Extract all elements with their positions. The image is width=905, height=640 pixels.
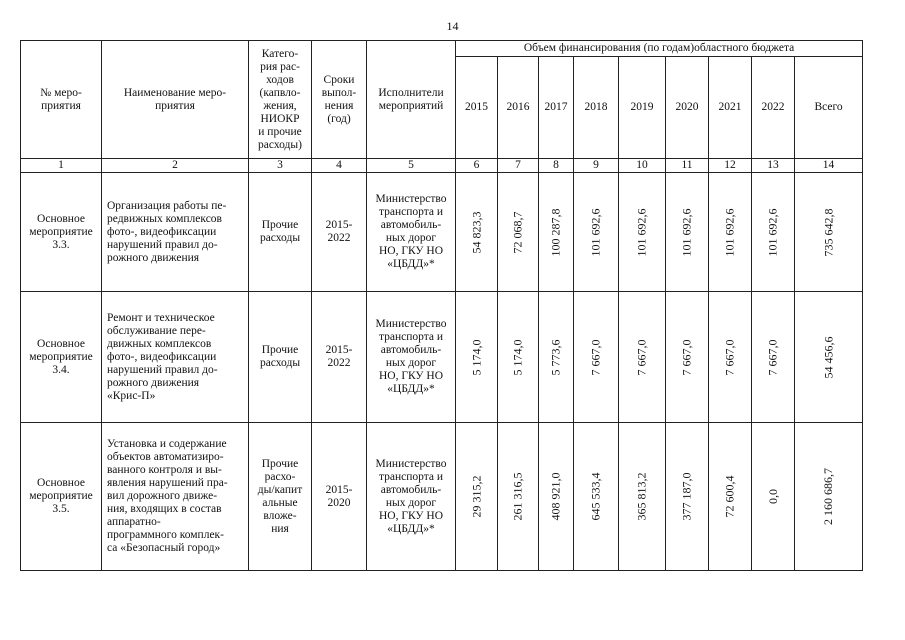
text-line: ных дорог: [385, 232, 437, 244]
text-line: «ЦБДД»*: [387, 258, 435, 270]
text-line: движных комплексов: [107, 337, 212, 350]
multiline-text: [312, 344, 366, 370]
page-number: 14: [446, 19, 459, 33]
row-term-cell: [312, 423, 367, 571]
text-line: Министерство: [375, 318, 447, 330]
text-line: Прочие: [261, 219, 299, 231]
multiline-text: [367, 193, 455, 271]
col-number: 7: [498, 159, 539, 173]
multiline-text: [21, 213, 101, 252]
row-category-cell: [249, 173, 312, 292]
funding-value: 408 921,0: [548, 472, 563, 521]
funding-value: 0,0: [765, 489, 780, 504]
text-line: фото-, видеофиксации: [107, 225, 217, 238]
text-line: Организация работы пе-: [107, 199, 227, 212]
text-line: Министерство: [375, 457, 447, 470]
text-line: рия рас-: [260, 60, 300, 73]
text-line: НИОКР: [260, 112, 300, 125]
col-number: 13: [752, 159, 795, 173]
year-2019: 2019: [619, 57, 666, 159]
text-line: мероприятий: [378, 99, 444, 112]
text-line: автомобиль-: [380, 483, 442, 496]
funding-value: 101 692,6: [679, 208, 694, 256]
funding-value: 100 287,8: [548, 208, 563, 256]
text-line: явления нарушений пра-: [107, 477, 228, 489]
row-value-cell: [498, 292, 539, 423]
row-value-cell: [795, 292, 863, 423]
text-line: 2015-: [325, 219, 353, 231]
funding-value: 261 316,5: [510, 472, 525, 521]
text-line: 2015-: [325, 483, 353, 496]
row-value-cell: [795, 423, 863, 571]
funding-value: 101 692,6: [588, 208, 603, 256]
row-value-cell: [752, 173, 795, 292]
text-line: транспорта и: [378, 206, 444, 218]
text-line: ванного контроля и вы-: [107, 464, 222, 476]
row-value-cell: [574, 292, 619, 423]
multiline-text: [249, 219, 311, 245]
multiline-text: [249, 48, 311, 152]
row-executor-cell: [367, 423, 456, 571]
funding-value: 377 187,0: [679, 472, 694, 521]
text-line: приятия: [41, 99, 81, 112]
col-number: 4: [312, 159, 367, 173]
year-2022: 2022: [752, 57, 795, 159]
year-2017: 2017: [539, 57, 574, 159]
text-line: Установка и содержание: [107, 438, 227, 450]
text-line: и прочие: [258, 125, 302, 138]
col-number: 10: [619, 159, 666, 173]
funding-value: 5 174,0: [469, 339, 483, 375]
table-row: [21, 423, 863, 571]
text-line: ных дорог: [385, 357, 437, 369]
text-line: ния: [271, 522, 289, 535]
funding-value: 54 456,6: [821, 336, 836, 378]
row-id-cell: [21, 423, 102, 571]
multiline-text: [21, 338, 101, 377]
row-value-cell: [709, 292, 752, 423]
row-value-cell: [752, 423, 795, 571]
text-line: альные: [262, 496, 298, 509]
text-line: расходы: [259, 357, 301, 369]
funding-value: 645 533,4: [588, 472, 603, 521]
text-line: рожного движения: [107, 251, 200, 264]
header-col-1: [21, 41, 102, 159]
multiline-text: [249, 344, 311, 370]
column-numbers-row: [21, 159, 863, 173]
text-line: ходов: [266, 73, 294, 86]
row-value-cell: [666, 173, 709, 292]
row-value-cell: [539, 173, 574, 292]
text-line: 2020: [327, 496, 351, 509]
year-2018: 2018: [574, 57, 619, 159]
col-number: 11: [666, 159, 709, 173]
row-category-cell: [249, 423, 312, 571]
text-line: Министерство: [375, 193, 447, 205]
row-value-cell: [709, 173, 752, 292]
row-value-cell: [456, 292, 498, 423]
text-line: 3.5.: [52, 503, 70, 515]
funding-value: 2 160 686,7: [821, 468, 836, 525]
row-value-cell: [539, 423, 574, 571]
multiline-text: [367, 318, 455, 396]
row-value-cell: [752, 292, 795, 423]
header-col-3: [249, 41, 312, 159]
text-line: Основное: [37, 337, 85, 350]
row-term-cell: [312, 173, 367, 292]
row-value-cell: [709, 423, 752, 571]
row-executor-cell: [367, 292, 456, 423]
year-2020: 2020: [666, 57, 709, 159]
text-line: НО, ГКУ НО: [378, 509, 444, 522]
text-line: мероприятие: [29, 490, 93, 502]
text-line: автомобиль-: [380, 344, 442, 356]
text-line: рожного движения: [107, 376, 200, 389]
multiline-text: [312, 74, 366, 126]
row-executor-cell: [367, 173, 456, 292]
header-col-4: [312, 41, 367, 159]
multiline-text: [107, 312, 243, 403]
multiline-text: [21, 477, 101, 516]
text-line: 2015-: [325, 344, 353, 356]
funding-value: 7 667,0: [679, 339, 694, 375]
text-line: программного комплек-: [107, 529, 224, 541]
row-name-cell: [102, 173, 249, 292]
text-line: 2022: [327, 232, 351, 244]
text-line: жения,: [263, 99, 297, 112]
funding-value: 7 667,0: [588, 339, 603, 375]
text-line: приятия: [155, 99, 195, 112]
funding-value: 365 813,2: [634, 472, 649, 521]
text-line: Ремонт и техническое: [107, 311, 215, 324]
text-line: ды/капит: [257, 483, 303, 496]
text-line: автомобиль-: [380, 219, 442, 231]
funding-table: [20, 40, 863, 571]
multiline-text: [312, 484, 366, 510]
text-line: «ЦБДД»*: [387, 522, 435, 535]
multiline-text: [102, 87, 248, 113]
row-value-cell: [456, 173, 498, 292]
funding-value: 101 692,6: [634, 208, 649, 256]
col-number: 2: [102, 159, 249, 173]
text-line: (капвло-: [259, 86, 301, 99]
text-line: Прочие: [261, 457, 299, 470]
funding-value: 7 667,0: [722, 339, 737, 375]
text-line: нарушений правил до-: [107, 363, 218, 376]
year-total: Всего: [795, 57, 863, 159]
text-line: № меро-: [40, 86, 82, 99]
col-number: 12: [709, 159, 752, 173]
multiline-text: [367, 458, 455, 536]
row-value-cell: [666, 292, 709, 423]
text-line: Наименование меро-: [123, 86, 227, 99]
row-value-cell: [574, 173, 619, 292]
row-value-cell: [666, 423, 709, 571]
text-line: расхо-: [264, 470, 296, 483]
col-number: 1: [21, 159, 102, 173]
header-col-5: [367, 41, 456, 159]
row-name-cell: [102, 423, 249, 571]
text-line: (год): [327, 112, 351, 125]
header-row-1: [21, 41, 863, 57]
col-number: 6: [456, 159, 498, 173]
multiline-text: [21, 87, 101, 113]
row-name-cell: [102, 292, 249, 423]
multiline-text: [367, 87, 455, 113]
col-number: 3: [249, 159, 312, 173]
text-line: выпол-: [321, 86, 357, 99]
table-row: [21, 173, 863, 292]
row-category-cell: [249, 292, 312, 423]
funding-value: 29 315,2: [469, 475, 483, 518]
text-line: «ЦБДД»*: [387, 383, 435, 395]
col-number: 5: [367, 159, 456, 173]
text-line: ных дорог: [385, 496, 437, 509]
row-id-cell: [21, 292, 102, 423]
text-line: НО, ГКУ НО: [378, 245, 444, 257]
text-line: фото-, видеофиксации: [107, 350, 217, 363]
funding-value: 7 667,0: [765, 339, 780, 375]
text-line: 2022: [327, 357, 351, 369]
text-line: редвижных комплексов: [107, 212, 222, 225]
multiline-text: [312, 219, 366, 245]
funding-value: 72 600,4: [722, 475, 737, 518]
funding-title: Объем финансирования (по годам)областного бюджета: [456, 41, 863, 57]
funding-value: 101 692,6: [765, 208, 780, 256]
text-line: расходы: [259, 232, 301, 244]
col-number: 8: [539, 159, 574, 173]
multiline-text: [107, 438, 243, 555]
text-line: НО, ГКУ НО: [378, 370, 444, 382]
multiline-text: [249, 458, 311, 536]
text-line: нарушений правил до-: [107, 238, 218, 251]
text-line: «Крис-П»: [107, 389, 156, 402]
row-value-cell: [456, 423, 498, 571]
funding-value: 101 692,6: [722, 208, 737, 256]
text-line: вил дорожного движе-: [107, 490, 218, 502]
text-line: Катего-: [261, 47, 299, 60]
text-line: Прочие: [261, 344, 299, 356]
row-term-cell: [312, 292, 367, 423]
text-line: са «Безопасный город»: [107, 542, 221, 554]
text-line: 3.4.: [52, 363, 70, 376]
year-2016: 2016: [498, 57, 539, 159]
row-value-cell: [619, 173, 666, 292]
text-line: транспорта и: [378, 331, 444, 343]
funding-value: 72 068,7: [510, 211, 525, 253]
row-value-cell: [498, 423, 539, 571]
funding-value: 54 823,3: [469, 211, 483, 253]
multiline-text: [107, 200, 243, 265]
row-value-cell: [619, 423, 666, 571]
header-col-2: [102, 41, 249, 159]
row-value-cell: [574, 423, 619, 571]
row-value-cell: [498, 173, 539, 292]
text-line: мероприятие: [29, 225, 93, 238]
row-id-cell: [21, 173, 102, 292]
text-line: расходы): [258, 138, 302, 151]
text-line: Сроки: [323, 73, 355, 86]
text-line: вложе-: [263, 509, 297, 522]
text-line: Основное: [37, 477, 85, 489]
text-line: транспорта и: [378, 470, 444, 483]
text-line: нения: [324, 99, 354, 112]
row-value-cell: [539, 292, 574, 423]
text-line: 3.3.: [52, 238, 70, 251]
col-number: 9: [574, 159, 619, 173]
text-line: ния, входящих в состав: [107, 503, 222, 515]
funding-value: 735 642,8: [821, 208, 836, 256]
text-line: Основное: [37, 212, 85, 225]
row-value-cell: [619, 292, 666, 423]
text-line: объектов автоматизиро-: [107, 451, 224, 463]
funding-value: 7 667,0: [634, 339, 649, 375]
year-2015: 2015: [456, 57, 498, 159]
col-number: 14: [795, 159, 863, 173]
text-line: обслуживание пере-: [107, 324, 206, 337]
funding-value: 5 174,0: [510, 339, 525, 375]
table-row: [21, 292, 863, 423]
year-2021: 2021: [709, 57, 752, 159]
row-value-cell: [795, 173, 863, 292]
funding-value: 5 773,6: [548, 339, 563, 375]
text-line: аппаратно-: [107, 516, 161, 528]
text-line: мероприятие: [29, 350, 93, 363]
text-line: Исполнители: [378, 86, 444, 99]
